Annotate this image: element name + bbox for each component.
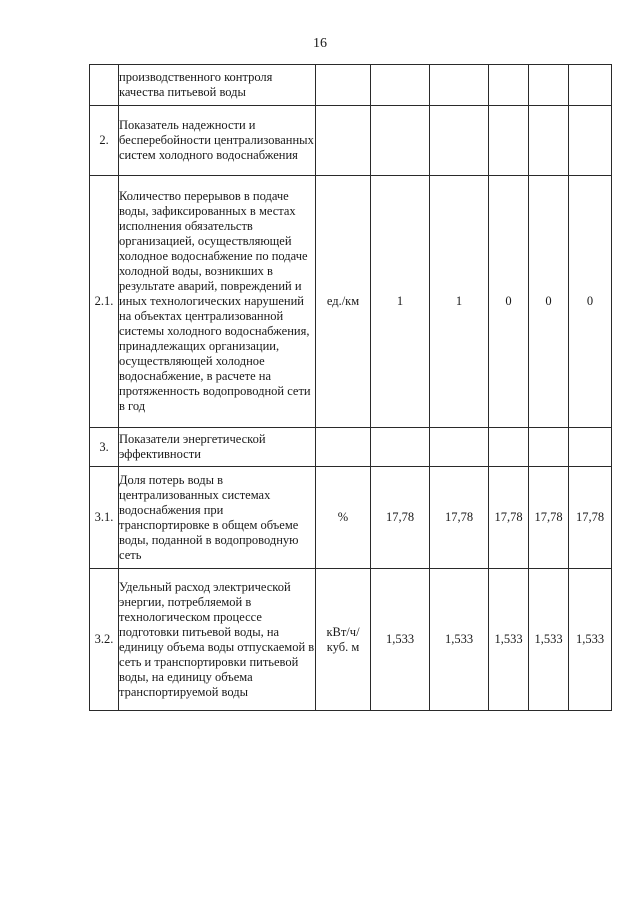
unit-cell: % [316, 467, 371, 569]
value-cell: 17,78 [371, 467, 430, 569]
row-number: 2.1. [90, 176, 119, 428]
value-cell: 1,533 [371, 569, 430, 711]
value-cell [371, 428, 430, 467]
value-cell [371, 106, 430, 176]
value-cell [529, 65, 569, 106]
value-cell: 17,78 [529, 467, 569, 569]
value-cell: 1,533 [529, 569, 569, 711]
value-cell [489, 65, 529, 106]
table-row [90, 467, 612, 569]
page-number: 16 [313, 36, 327, 51]
table-row [90, 428, 612, 467]
value-cell [529, 428, 569, 467]
indicator-description: Удельный расход электрической энергии, потребляемой в технологическом процессе подготовки питьевой воды, на единицу объема воды отпускаемой в сеть и транспортировки питьевой воды, на единицу объема транспортируемой воды [119, 569, 316, 711]
unit-cell: кВт/ч/куб. м [316, 569, 371, 711]
value-cell: 1,533 [489, 569, 529, 711]
value-cell [430, 106, 489, 176]
value-cell: 1 [430, 176, 489, 428]
indicator-description: Показатели энергетической эффективности [119, 428, 316, 467]
indicator-description: Показатель надежности и бесперебойности централизованных систем холодного водоснабжения [119, 106, 316, 176]
value-cell [430, 428, 489, 467]
value-cell [529, 106, 569, 176]
value-cell: 0 [489, 176, 529, 428]
value-cell: 0 [569, 176, 612, 428]
value-cell: 0 [529, 176, 569, 428]
table-row [90, 569, 612, 711]
value-cell: 1,533 [569, 569, 612, 711]
row-number: 3.1. [90, 467, 119, 569]
unit-cell [316, 428, 371, 467]
indicator-description: производственного контроля качества питьевой воды [119, 65, 316, 106]
value-cell: 17,78 [569, 467, 612, 569]
row-number: 2. [90, 106, 119, 176]
value-cell: 1,533 [430, 569, 489, 711]
unit-cell [316, 65, 371, 106]
table-row [90, 65, 612, 106]
value-cell: 17,78 [430, 467, 489, 569]
unit-cell: ед./км [316, 176, 371, 428]
row-number [90, 65, 119, 106]
table-row [90, 176, 612, 428]
unit-cell [316, 106, 371, 176]
value-cell [569, 65, 612, 106]
indicator-description: Доля потерь воды в централизованных системах водоснабжения при транспортировке в общем объеме воды, поданной в водопроводную сеть [119, 467, 316, 569]
value-cell: 1 [371, 176, 430, 428]
value-cell [489, 106, 529, 176]
value-cell [569, 106, 612, 176]
indicator-description: Количество перерывов в подаче воды, зафиксированных в местах исполнения обязательств организацией, осуществляющей холодное водоснабжение по подаче холодной воды, возникших в результате аварий, повреждений и иных технологических нарушений на объектах централизованной системы холодного водоснабжения, принадлежащих организации, осуществляющей холодное водоснабжение, в расчете на протяженность водопроводной сети в год [119, 176, 316, 428]
value-cell [430, 65, 489, 106]
value-cell [371, 65, 430, 106]
value-cell [489, 428, 529, 467]
table-row [90, 106, 612, 176]
row-number: 3. [90, 428, 119, 467]
value-cell: 17,78 [489, 467, 529, 569]
value-cell [569, 428, 612, 467]
indicators-table [89, 64, 612, 711]
row-number: 3.2. [90, 569, 119, 711]
